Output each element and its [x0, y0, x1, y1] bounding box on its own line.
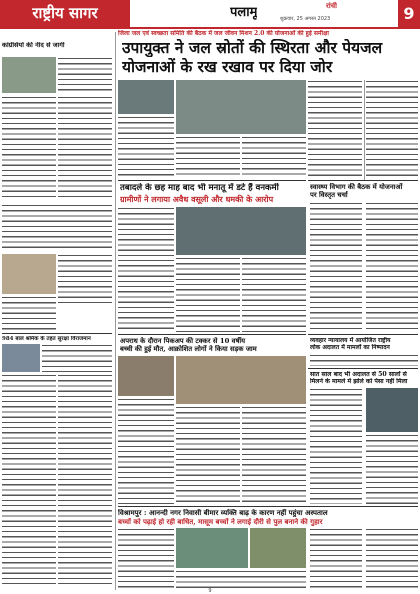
bottom-text-col-d [366, 528, 418, 588]
left-story3-photo [2, 344, 40, 372]
right-story-text-b [310, 202, 362, 332]
edition-city: रांची [326, 2, 337, 10]
column-rule-top-right [364, 80, 365, 180]
left-divider-1 [2, 333, 112, 334]
middle-text-col-b [176, 257, 240, 332]
bottom-text-col-b [176, 570, 306, 588]
accident-divider [118, 334, 306, 335]
left-column-label-box [2, 32, 62, 40]
right-story-text-c [366, 202, 418, 332]
left-text-col-a [2, 96, 56, 200]
bottom-story-headline-2: बच्चों को पढ़ाई हो रही बाधित, मासूम बच्चों ने लगाई दौरी से पुल बनाने की गुहार [118, 518, 323, 526]
left-story1-text-block [58, 57, 112, 93]
column-rule-1 [115, 32, 116, 590]
accident-text-col-b [176, 406, 240, 504]
left-text-block-2 [2, 204, 112, 252]
left-text-col-b [58, 96, 112, 200]
top-story-strap: जिला जल एवं स्वच्छता समिति की बैठक में जल जीवन मिशन 2.0 की योजनाओं की हुई समीक्षा [118, 30, 329, 37]
left-text-col-d [58, 374, 112, 584]
middle-text-col-c [242, 257, 306, 332]
top-story-headline-2: योजनाओं के रख रखाव पर दिया जोर [122, 58, 333, 76]
edition-date: शुक्रवार, 25 अगस्त 2023 [280, 16, 331, 22]
top-story-text-col-a [118, 116, 174, 178]
accident-story-headline-1: अपराध के दौरान पिकअप की टक्कर से 10 वर्षीय [120, 337, 246, 345]
middle-divider-top [118, 180, 306, 181]
accident-photo-1 [118, 356, 174, 396]
masthead-rule [0, 27, 420, 29]
top-story-photo-1 [118, 80, 174, 114]
accident-story-headline-2: बच्ची की हुई मौत, आक्रोशित लोगों ने किया सड़क जाम [120, 345, 257, 353]
right-story-headline-2: पर विस्तृत चर्चा [310, 191, 348, 199]
bottom-divider [118, 506, 418, 507]
left-story2-text [58, 254, 112, 306]
bottom-text-col-c [310, 528, 362, 588]
masthead [0, 0, 420, 27]
court-text-intro [310, 354, 418, 366]
chain-divider [308, 368, 418, 369]
accident-text-col-a [118, 398, 174, 504]
accident-text-col-c [242, 406, 306, 504]
top-story-photo-meeting [176, 80, 306, 134]
right-story-text-a [366, 80, 418, 178]
left-story2-text-b [2, 296, 56, 332]
top-story-text-col-b [176, 136, 240, 178]
page-number: 9 [398, 0, 420, 27]
page-footer-number: 9 [208, 588, 212, 594]
left-story2-headline: 984 बाल श्रमिक के तहत सुरक्षा विराजमान [2, 336, 91, 342]
chain-story-photo [366, 388, 418, 432]
middle-story-photo [176, 207, 306, 255]
bottom-text-col-a [118, 528, 174, 588]
bottom-story-headline-1: विश्रामपुर : आनन्दी नगर निवासी बीमार व्यक्ति बाढ़ के कारण नहीं पहुंचा अस्पताल [118, 509, 328, 517]
chain-text-col-a [310, 388, 362, 504]
court-story-headline-2: लोक अदालत में मामलों का निष्पादन [310, 344, 390, 351]
bottom-photo-2 [250, 528, 306, 568]
chain-story-headline-1: सात साल बाद भी अदालत से 50 सालों से [310, 371, 407, 378]
court-divider [308, 334, 418, 335]
left-story1-photo [2, 57, 56, 93]
right-divider-1 [308, 180, 418, 181]
left-story3-text-top [42, 344, 112, 372]
middle-story-headline-2: ग्रामीणों ने लगाया अवैध वसूली और धमकी के आरोप [120, 194, 274, 204]
left-text-col-c [2, 374, 56, 584]
middle-story-headline-1: तबादले के छह माह बाद भी मनातू में डटे हैं वनकर्मी [120, 183, 279, 193]
chain-text-col-b [366, 434, 418, 504]
middle-text-col-a [118, 207, 174, 332]
top-story-text-col-c [242, 136, 306, 178]
top-story-headline-1: उपायुक्त ने जल स्रोतों की स्थिरता और पेयजल [122, 39, 383, 57]
court-story-headline-1: व्यवहार न्यायालय में आयोजित राष्ट्रीय [310, 337, 391, 344]
top-story-text-col-d [308, 80, 362, 178]
bottom-photo-1 [176, 528, 248, 568]
left-story1-headline: कांग्रेसियों की नींद से जागी [2, 42, 65, 49]
section-title: पलामू [230, 5, 258, 20]
newspaper-brand: राष्ट्रीय सागर [0, 0, 130, 27]
accident-photo-crowd [176, 356, 306, 404]
left-story2-photo [2, 254, 56, 294]
chain-story-headline-2: मिलने के मामले में झोले को पेसा नहीं मिला [310, 378, 408, 385]
right-story-headline-1: स्वास्थ्य विभाग की बैठक में योजनाओं [310, 183, 403, 191]
